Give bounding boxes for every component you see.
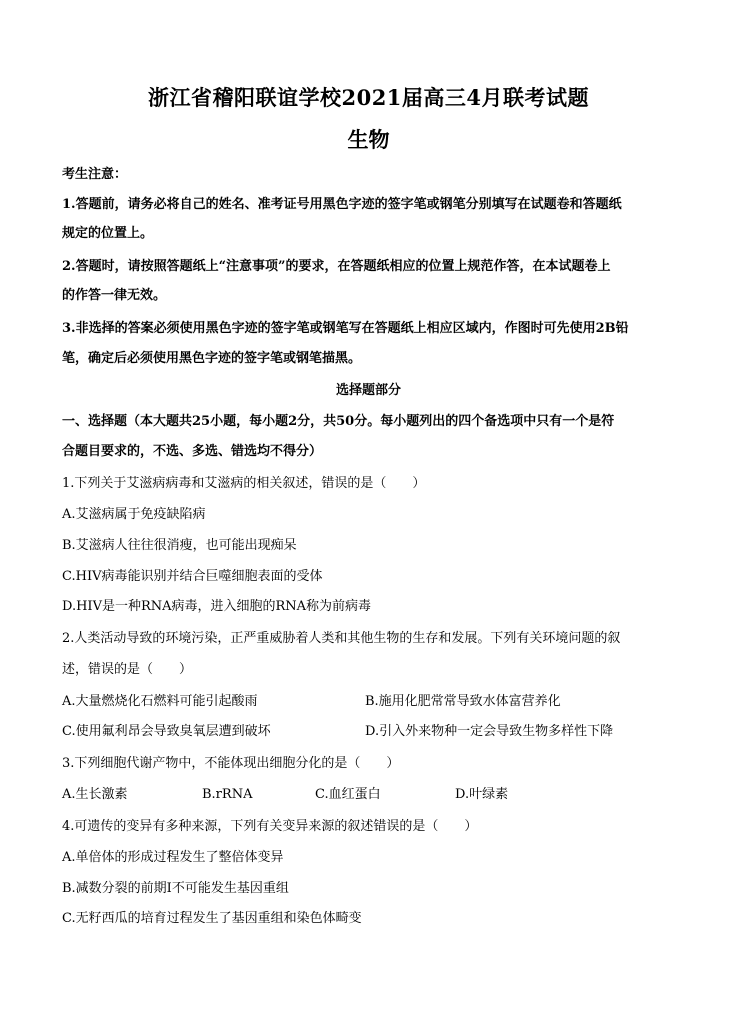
question-2-option-b: B.施用化肥常常导致水体富营养化 xyxy=(365,694,561,709)
notice-line: 规定的位置上。 xyxy=(62,226,154,241)
question-4-stem: 4.可遗传的变异有多种来源，下列有关变异来源的叙述错误的是（ ） xyxy=(62,819,478,834)
question-2-stem: 2.人类活动导致的环境污染，正严重威胁着人类和其他生物的生存和发展。下列有关环境问题的叙 xyxy=(62,631,621,646)
question-4-option-c: C.无籽西瓜的培育过程发生了基因重组和染色体畸变 xyxy=(62,911,362,926)
question-3-option-d: D.叶绿素 xyxy=(455,787,509,802)
section-instruction: 一、选择题（本大题共25小题，每小题2分，共50分。每小题列出的四个备选项中只有一个是符 xyxy=(62,414,615,429)
question-2-stem: 述，错误的是（ ） xyxy=(62,662,193,677)
notice-line: 笔，确定后必须使用黑色字迹的签字笔或钢笔描黑。 xyxy=(62,351,362,366)
question-1-option-c: C.HIV病毒能识别并结合巨噬细胞表面的受体 xyxy=(62,569,323,584)
notice-line: 的作答一律无效。 xyxy=(62,288,167,303)
exam-title: 浙江省稽阳联谊学校2021届高三4月联考试题 xyxy=(147,85,590,110)
question-3-stem: 3.下列细胞代谢产物中，不能体现出细胞分化的是（ ） xyxy=(62,756,400,771)
question-1-option-a: A.艾滋病属于免疫缺陷病 xyxy=(62,507,206,522)
question-4-option-b: B.减数分裂的前期Ⅰ不可能发生基因重组 xyxy=(62,881,289,896)
question-3-option-b: B.rRNA xyxy=(202,787,253,802)
question-1-option-d: D.HIV是一种RNA病毒，进入细胞的RNA称为前病毒 xyxy=(62,599,372,614)
question-2-option-d: D.引入外来物种一定会导致生物多样性下降 xyxy=(365,724,614,739)
question-4-option-a: A.单倍体的形成过程发生了整倍体变异 xyxy=(62,850,284,865)
notice-line: 1.答题前，请务必将自己的姓名、准考证号用黑色字迹的签字笔或钢笔分别填写在试题卷和答题纸 xyxy=(62,197,622,212)
section-instruction: 合题目要求的，不选、多选、错选均不得分） xyxy=(62,444,323,459)
notice-line: 2.答题时，请按照答题纸上“注意事项”的要求，在答题纸相应的位置上规范作答，在本试题卷上 xyxy=(62,259,611,274)
exam-subject: 生物 xyxy=(347,127,390,152)
notice-heading: 考生注意： xyxy=(62,167,128,182)
question-3-option-c: C.血红蛋白 xyxy=(315,787,381,802)
question-3-option-a: A.生长激素 xyxy=(62,787,128,802)
question-2-option-a: A.大量燃烧化石燃料可能引起酸雨 xyxy=(62,694,258,709)
question-2-option-c: C.使用氟利昂会导致臭氧层遭到破坏 xyxy=(62,724,271,739)
question-1-option-b: B.艾滋病人往往很消瘦，也可能出现痴呆 xyxy=(62,538,297,553)
section-heading: 选择题部分 xyxy=(335,383,401,398)
notice-line: 3.非选择的答案必须使用黑色字迹的签字笔或钢笔写在答题纸上相应区域内，作图时可先使用2B铅 xyxy=(62,321,629,336)
question-1-stem: 1.下列关于艾滋病病毒和艾滋病的相关叙述，错误的是（ ） xyxy=(62,476,426,491)
